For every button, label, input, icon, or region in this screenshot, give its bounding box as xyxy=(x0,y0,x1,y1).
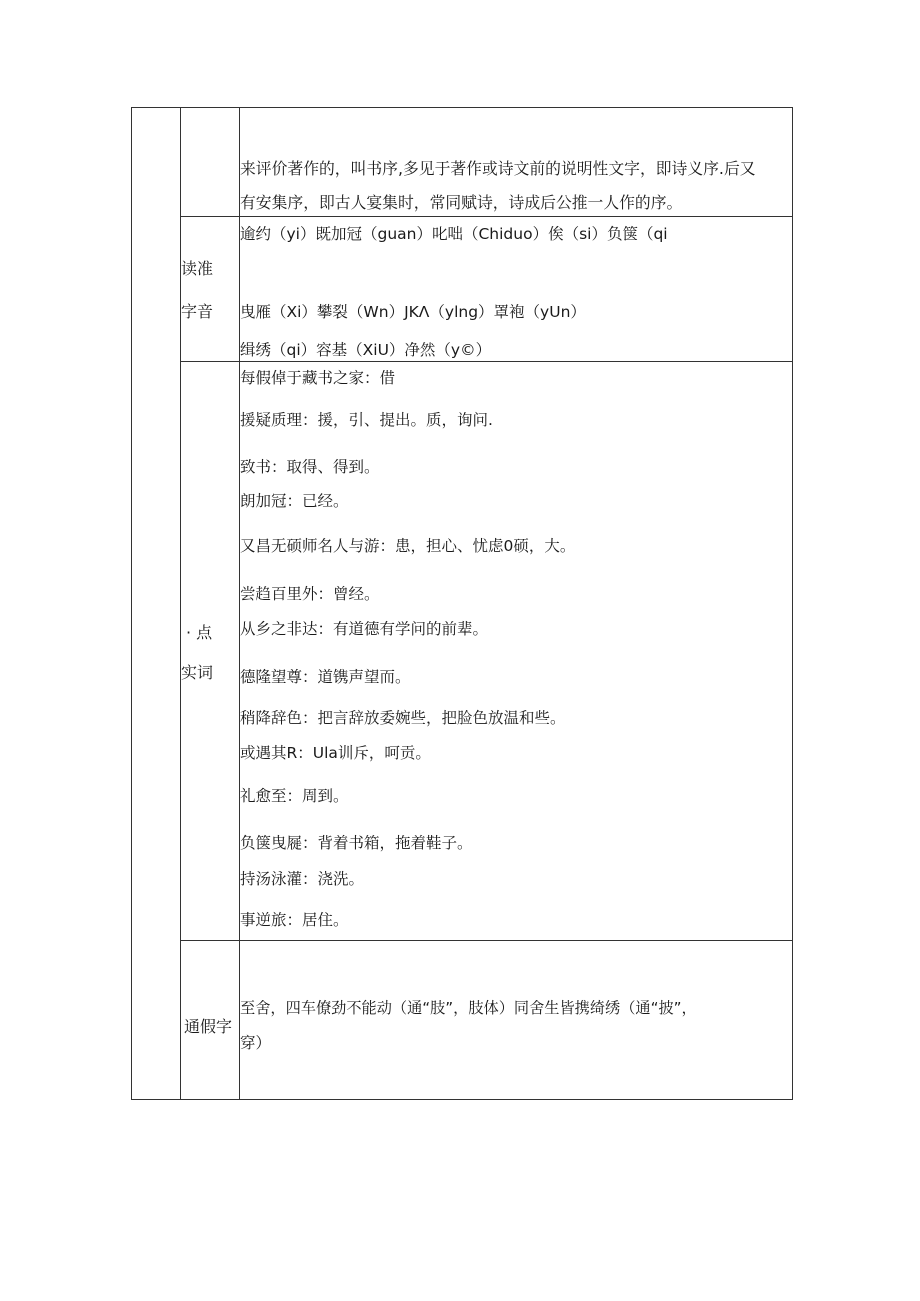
intro-line-2: 有安集序，即古人宴集时，常同赋诗，诗成后公推一人作的序。 xyxy=(240,193,683,212)
content-word-line-9: 稍降辞色：把言辞放委婉些，把脸色放温和些。 xyxy=(240,709,566,727)
pronunciation-label-line-2: 字音 xyxy=(181,302,214,321)
table-left-border xyxy=(131,107,132,1100)
loan-chars-line-1: 至舍，四车僚劲不能动（通“肢”，肢体）同舍生皆携绮绣（通“披”， xyxy=(240,999,697,1017)
content-word-line-12: 负箧曳屣：背着书箱，拖着鞋子。 xyxy=(240,834,473,852)
row-divider-1 xyxy=(180,216,793,217)
row-divider-2 xyxy=(180,361,793,362)
pronunciation-line-1: 逾约（yi）既加冠（guan）叱咄（Chiduo）俟（si）负箧（qi xyxy=(240,225,668,243)
content-word-line-13: 持汤泳灌：浇洗。 xyxy=(240,870,365,888)
content-word-line-5: 又昌无硕师名人与游：患，担心、忧虑0硕，大。 xyxy=(240,537,576,555)
row-divider-3 xyxy=(180,940,793,941)
content-words-label-line-2: 实词 xyxy=(181,663,214,682)
content-word-line-2: 援疑质理：援，引、提出。质，询问. xyxy=(240,411,493,429)
pronunciation-label-line-1: 读准 xyxy=(181,259,214,278)
content-word-line-3: 致书：取得、得到。 xyxy=(240,458,380,476)
content-word-line-14: 事逆旅：居住。 xyxy=(240,911,349,929)
table-top-border xyxy=(131,107,793,108)
intro-line-1: 来评价著作的，叫书序,多见于著作或诗文前的说明性文字，即诗义序.后又 xyxy=(240,159,756,178)
table-bottom-border xyxy=(131,1099,793,1100)
loan-chars-line-2: 穿） xyxy=(240,1034,272,1052)
content-word-line-7: 从乡之非达：有道德有学问的前辈。 xyxy=(240,620,489,638)
loan-chars-label: 通假字 xyxy=(184,1017,233,1036)
table-right-border xyxy=(792,107,793,1100)
column-divider-1 xyxy=(180,107,181,1100)
content-word-line-8: 德隆望尊：道镌声望而。 xyxy=(240,668,411,686)
content-words-label-line-1: · 点 xyxy=(186,623,213,642)
content-word-line-1: 每假倬于藏书之家：借 xyxy=(240,369,396,387)
pronunciation-line-2: 曳雁（Xi）攀裂（Wn）JKΛ（ylng）罩袍（yUn） xyxy=(240,303,586,321)
content-word-line-6: 尝趋百里外：曾经。 xyxy=(240,585,380,603)
content-word-line-11: 礼愈至：周到。 xyxy=(240,787,349,805)
pronunciation-line-3: 缉绣（qi）容基（XiU）净然（y©） xyxy=(240,341,492,359)
content-word-line-4: 朗加冠：已经。 xyxy=(240,492,349,510)
content-word-line-10: 或遇其R：Ula训斥，呵贡。 xyxy=(240,744,431,762)
